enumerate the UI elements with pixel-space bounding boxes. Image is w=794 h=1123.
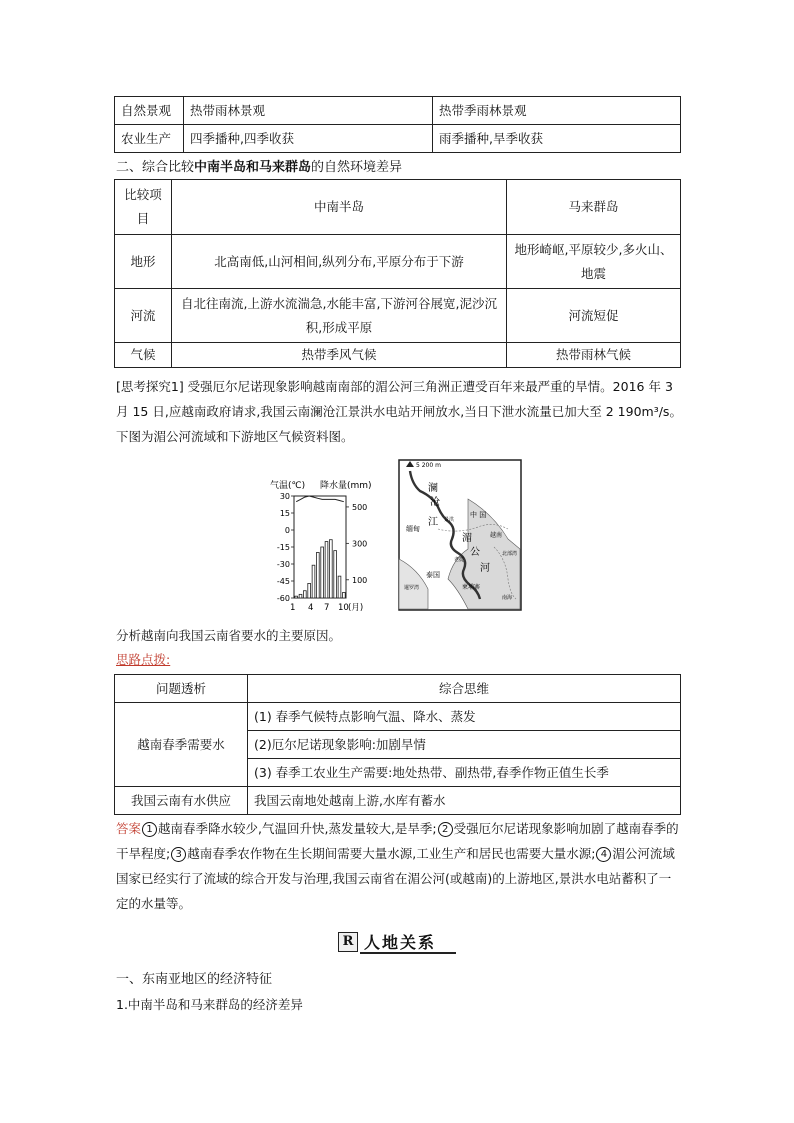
table-header-cell: 综合思维 (248, 675, 681, 703)
precip-bar (299, 594, 302, 598)
y-tick-label: -30 (276, 560, 290, 569)
x-tick-label: 4 (308, 603, 314, 613)
y-tick-label: 30 (279, 492, 290, 501)
temperature-line (296, 496, 344, 502)
precip-bar (308, 583, 311, 598)
x-axis-label: (月) (348, 603, 364, 613)
precip-bar (295, 596, 298, 598)
circled-number: 2 (438, 822, 453, 837)
map-label: 柬埔寨 (462, 584, 481, 591)
analysis-table (114, 674, 681, 815)
precip-bar (338, 576, 341, 598)
table-header-cell: 马来群岛 (507, 180, 681, 235)
table-cell: 雨季播种,旱季收获 (433, 125, 681, 153)
table-header-cell: 问题透析 (115, 675, 248, 703)
landscape-table (114, 96, 681, 153)
y2-tick-label: 100 (352, 575, 368, 585)
table-cell: 地形 (115, 235, 172, 289)
map-label: 澜 (428, 483, 438, 494)
circled-number: 1 (142, 822, 157, 837)
table-cell: 热带雨林景观 (184, 97, 433, 125)
table-cell: 四季播种,四季收获 (184, 125, 433, 153)
y2-tick-label: 500 (352, 502, 368, 512)
table-cell: 农业生产 (115, 125, 184, 153)
precip-bar (325, 542, 328, 598)
map-label: 北部湾 (502, 551, 518, 557)
table-cell: (2)厄尔尼诺现象影响:加剧旱情 (248, 731, 681, 759)
table-header-cell: 中南半岛 (172, 180, 507, 235)
y-tick-label: 0 (284, 526, 290, 535)
section-heading: 二、综合比较中南半岛和马来群岛的自然环境差异 (116, 160, 403, 175)
think-paragraph: [思考探究1] 受强厄尔尼诺现象影响越南南部的湄公河三角洲正遭受百年来最严重的旱情。2016 年 3 月 15 日,应越南政府请求,我国云南澜沧江景洪水电站开闸放水,当日下泄水流量已加大至 2 190m³/s。下图为湄公河流域和下游地区气候资料图。 (116, 379, 682, 444)
comparison-table (114, 179, 681, 368)
table-cell: 地形崎岖,平原较少,多火山、地震 (507, 235, 681, 289)
y-tick-label: -15 (276, 543, 290, 552)
map-label: 江 (428, 517, 438, 528)
map-label: 中 国 (470, 511, 487, 519)
table-cell: 越南春季需要水 (115, 703, 248, 787)
banner-underline (360, 952, 456, 954)
table-cell: 河流 (115, 289, 172, 343)
right-axis-label: 降水量(mm) (320, 481, 372, 491)
map-label: 沧 (430, 497, 440, 508)
precip-bar (342, 593, 345, 598)
table-cell: 自然景观 (115, 97, 184, 125)
table-cell: 热带季风气候 (172, 343, 507, 368)
table-cell: 热带季雨林景观 (433, 97, 681, 125)
answer-label: 答案 (116, 821, 142, 836)
question-text: 分析越南向我国云南省要水的主要原因。 (116, 628, 342, 643)
x-tick-label: 1 (290, 603, 296, 613)
y-tick-label: -45 (276, 577, 290, 586)
table-cell: (1) 春季气候特点影响气温、降水、蒸发 (248, 703, 681, 731)
map-label: 暹罗湾 (404, 585, 420, 591)
precip-bar (303, 591, 306, 598)
precip-bar (316, 552, 319, 598)
table-cell: 自北往南流,上游水流湍急,水能丰富,下游河谷展宽,泥沙沉积,形成平原 (172, 289, 507, 343)
table-cell: 我国云南有水供应 (115, 787, 248, 815)
table-cell: (3) 春季工农业生产需要:地处热带、副热带,春季作物正值生长季 (248, 759, 681, 787)
y-tick-label: -60 (276, 594, 290, 603)
y-tick-label: 15 (279, 509, 290, 518)
answer-paragraph: 答案 1 越南春季降水较少,气温回升快,蒸发量较大,是旱季; 2 受强厄尔尼诺现象影响加剧了越南春季的干旱程度; 3 越南春季农作物在生长期间需要大量水源,工业生产和居民也需要大量水源; 4 湄公河流域国家已经实行了流域的综合开发与治理,我国云南省在湄公河(或越南)的上游地区,景洪水电站蓄积了一定的水量等。 (116, 821, 679, 911)
map-label: 老挝 (454, 557, 465, 563)
map-label: 越南 (490, 532, 503, 539)
table-cell: 我国云南地处越南上游,水库有蓄水 (248, 787, 681, 815)
map-label: 南海 (502, 595, 513, 601)
banner-letter: R (338, 932, 358, 952)
section-banner (338, 930, 456, 954)
chart-plot-area (277, 492, 367, 603)
map-label: 河 (480, 563, 490, 574)
table-cell: 北高南低,山河相间,纵列分布,平原分布于下游 (172, 235, 507, 289)
table-cell: 热带雨林气候 (507, 343, 681, 368)
circled-number: 3 (171, 847, 186, 862)
banner-title: 人地关系 (364, 933, 437, 952)
precip-bar (334, 551, 337, 598)
circled-number: 4 (596, 847, 611, 862)
y2-tick-label: 300 (352, 539, 368, 549)
precip-bar (321, 547, 324, 598)
x-tick-label: 10 (338, 603, 349, 613)
table-cell: 气候 (115, 343, 172, 368)
map-label: 泰国 (426, 571, 440, 579)
section-heading: 一、东南亚地区的经济特征 (116, 972, 273, 987)
hint-label: 思路点拨: (116, 652, 171, 667)
map-label: 景洪 (444, 517, 455, 523)
table-header-cell: 比较项目 (115, 180, 172, 235)
subsection-heading: 1.中南半岛和马来群岛的经济差异 (116, 997, 303, 1012)
peak-label: 5 200 m (416, 462, 441, 469)
map-label: 湄 (462, 533, 472, 544)
precip-bar (312, 565, 315, 598)
table-cell: 河流短促 (507, 289, 681, 343)
mekong-map (398, 459, 522, 611)
x-tick-label: 7 (324, 603, 330, 613)
map-label: 缅甸 (406, 525, 420, 533)
left-axis-label: 气温(℃) (270, 481, 306, 491)
map-label: 公 (470, 547, 480, 558)
climate-chart (268, 476, 396, 614)
precip-bar (329, 540, 332, 598)
